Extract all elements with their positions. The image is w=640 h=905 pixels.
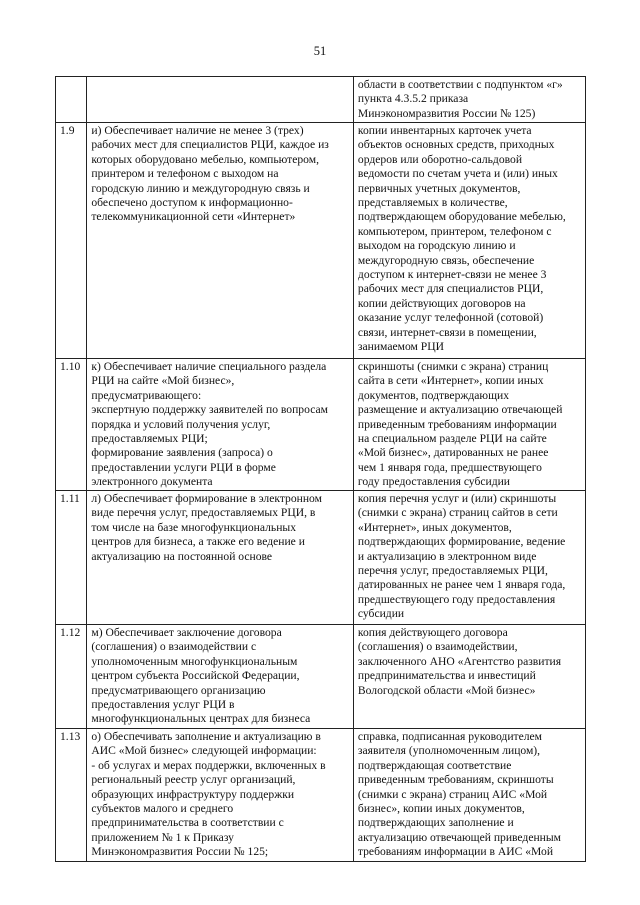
supporting-docs-cell-line: копия перечня услуг и (или) скриншоты [357,492,557,505]
row-number: 1.13 [60,730,81,743]
requirement-cell-line: л) Обеспечивает формирование в электронном [91,492,322,505]
row-number-cell [56,359,87,491]
requirement-cell-line: АИС «Мой бизнес» следующей информации: [91,744,317,758]
supporting-docs-cell-line: заключенного АНО «Агентство развития [357,654,562,668]
table-row [56,491,586,625]
requirement-cell [87,729,354,862]
supporting-docs-cell-line: перечня услуг, предоставляемых РЦИ, [357,564,548,578]
requirement-cell-line: электронного документа [91,475,213,489]
table-row [56,625,586,729]
row-number: 1.11 [60,492,80,505]
supporting-docs-cell-line: сайта в сети «Интернет», копии иных [357,374,544,388]
requirement-cell-line: предоставлении услуги РЦИ в форме [91,460,276,474]
supporting-docs-cell-line: справка, подписанная руководителем [357,730,543,743]
supporting-docs-cell [353,359,585,491]
requirement-cell-line: центром субъекта Российской Федерации, [91,669,300,683]
requirement-cell-line: к) Обеспечивает наличие специального раздела [91,360,327,373]
supporting-docs-cell-line: первичных учетных документов, [357,181,521,195]
supporting-docs-cell-line: актуализацию отвечающей приведенным [357,830,562,844]
supporting-docs-cell-line: пункта 4.3.5.2 приказа [357,92,469,106]
requirement-cell-line: предусматривающего: [91,388,202,402]
requirement-cell-line: региональный реестр услуг организаций, [91,773,296,787]
requirement-cell-line: рабочих мест для специалистов РЦИ, каждое из [91,138,329,152]
requirement-cell-line: РЦИ на сайте «Мой бизнес», [91,374,235,388]
supporting-docs-cell-line: году предоставления субсидии [357,475,511,489]
requirement-cell-line: которых оборудовано мебелью, компьютером, [91,152,319,166]
supporting-docs-cell-line: ведомости по счетам учета и (или) иных [357,167,558,181]
supporting-docs-cell-line: копии инвентарных карточек учета [357,124,532,137]
requirement-cell-line: телекоммуникационной сети «Интернет» [91,210,296,224]
supporting-docs-cell-line: копия действующего договора [357,626,508,639]
supporting-docs-cell-line: Минэкономразвития России № 125) [357,106,536,120]
requirement-cell-line: - об услугах и мерах поддержки, включенных в [91,758,326,772]
supporting-docs-cell-line: заявителя (уполномоченным лицом), [357,744,541,758]
requirement-cell-line: образующих инфраструктуру поддержки [91,787,295,801]
supporting-docs-cell-line: скриншоты (снимки с экрана) страниц [357,360,549,373]
supporting-docs-cell-line: выходом на городскую линию и [357,239,516,253]
row-number-cell [56,491,87,625]
supporting-docs-cell-line: подтверждающая соответствие [357,758,512,772]
requirement-cell-line: виде перечня услуг, предоставляемых РЦИ, в [91,506,316,520]
requirement-cell [87,625,354,729]
supporting-docs-cell-line: области в соответствии с подпунктом «г» [357,78,563,91]
requirement-cell-line: предпринимательства в соответствии с [91,816,284,830]
supporting-docs-cell [353,77,585,123]
row-number: 1.12 [60,626,81,639]
supporting-docs-cell [353,625,585,729]
supporting-docs-cell-line: (соглашения) о взаимодействии, [357,640,518,654]
requirement-cell-line: многофункциональных центрах для бизнеса [91,712,311,726]
requirement-cell-line: приложением № 1 к Приказу [91,830,234,844]
page-number: 51 [313,44,327,58]
requirement-cell-line: обеспечено доступом к информационно- [91,196,293,210]
supporting-docs-cell-line: объектов основных средств, приходных [357,138,555,152]
requirement-cell-line: (соглашения) о взаимодействии с [91,640,257,654]
row-number-cell [56,729,87,862]
row-number-cell [56,123,87,359]
requirement-cell-line: актуализацию на постоянной основе [91,549,273,563]
supporting-docs-cell-line: «Мой бизнес», датированных не ранее [357,446,549,460]
requirement-cell-line: м) Обеспечивает заключение договора [91,626,282,639]
requirement-cell-line: предоставления услуг РЦИ в [91,698,235,712]
requirement-cell-line: субъектов малого и среднего [91,802,234,816]
requirement-cell-line: предусматривающего организацию [91,683,266,697]
supporting-docs-cell-line: чем 1 января года, предшествующего [357,460,542,474]
requirement-cell-line: принтером и телефоном с выходом на [91,167,279,181]
supporting-docs-cell-line: документов, подтверждающих [357,388,510,402]
table-row [56,77,586,123]
supporting-docs-cell-line: связи, интернет-связи в помещении, [357,325,537,339]
requirement-cell-line: центров для бизнеса, а также его ведение и [91,535,305,549]
requirement-cell-line: Минэкономразвития России № 125; [91,845,269,859]
supporting-docs-cell-line: копии действующих договоров на [357,296,526,310]
supporting-docs-cell [353,491,585,625]
supporting-docs-cell-line: рабочих мест для специалистов РЦИ, [357,282,544,296]
supporting-docs-cell-line: приведенным требованиям, скриншоты [357,773,554,787]
supporting-docs-cell-line: бизнес», копии иных документов, [357,802,525,816]
requirement-cell-line: уполномоченным многофункциональным [91,654,298,668]
supporting-docs-cell [353,729,585,862]
supporting-docs-cell-line: предпринимательства и инвестиций [357,669,536,683]
row-number-cell [56,625,87,729]
requirement-cell-line: о) Обеспечивать заполнение и актуализацию в [91,730,321,743]
table-row [56,359,586,491]
supporting-docs-cell-line: (снимки с экрана) страниц сайтов в сети [357,506,558,520]
supporting-docs-cell-line: подтверждающем оборудование мебелью, [357,210,566,224]
supporting-docs-cell-line: междугородную связь, обеспечение [357,253,535,267]
supporting-docs-cell-line: приведенным требованиям информации [357,417,557,431]
requirement-cell-line: порядка и условий получения услуг, [91,417,271,431]
supporting-docs-cell-line: датированных не ранее чем 1 января года, [357,578,566,592]
supporting-docs-cell-line: оказание услуг телефонной (сотовой) [357,311,544,325]
supporting-docs-cell-line: компьютером, принтером, телефоном с [357,224,552,238]
supporting-docs-cell-line: размещение и актуализацию отвечающей [357,403,563,417]
requirement-cell-line: формирование заявления (запроса) о [91,446,273,460]
supporting-docs-cell-line: подтверждающих формирование, ведение [357,535,566,549]
requirement-cell-line: том числе на базе многофункциональных [91,520,296,534]
supporting-docs-cell [353,123,585,359]
requirement-cell-line: и) Обеспечивает наличие не менее 3 (трех) [91,124,304,137]
requirements-table [55,76,586,862]
row-number: 1.9 [60,124,75,137]
supporting-docs-cell-line: на специальном разделе РЦИ на сайте [357,432,547,446]
supporting-docs-cell-line: занимаемом РЦИ [357,340,444,354]
requirement-cell [87,123,354,359]
requirement-cell-line: экспертную поддержку заявителей по вопросам [91,403,328,417]
requirement-cell [87,491,354,625]
supporting-docs-cell-line: подтверждающих заполнение и [357,816,514,830]
supporting-docs-cell-line: представляемых в количестве, [357,196,508,210]
supporting-docs-cell-line: требованиям информации в АИС «Мой [357,845,554,859]
supporting-docs-cell-line: (снимки с экрана) страниц АИС «Мой [357,787,548,801]
row-number: 1.10 [60,360,81,373]
requirement-cell-line: городскую линию и междугородную связь и [91,181,310,195]
supporting-docs-cell-line: Вологодской области «Мой бизнес» [357,683,536,697]
requirement-cell [87,77,354,123]
requirement-cell-line: предоставляемых РЦИ; [91,432,208,446]
supporting-docs-cell-line: ордеров или оборотно-сальдовой [357,152,523,166]
supporting-docs-cell-line: «Интернет», иных документов, [357,520,512,534]
supporting-docs-cell-line: доступом к интернет-связи не менее 3 [357,268,547,282]
supporting-docs-cell-line: и актуализацию в электронном виде [357,549,537,563]
table-row [56,729,586,862]
supporting-docs-cell-line: субсидии [357,607,405,621]
row-number-cell [56,77,87,123]
table-row [56,123,586,359]
requirement-cell [87,359,354,491]
supporting-docs-cell-line: предшествующего году предоставления [357,592,556,606]
